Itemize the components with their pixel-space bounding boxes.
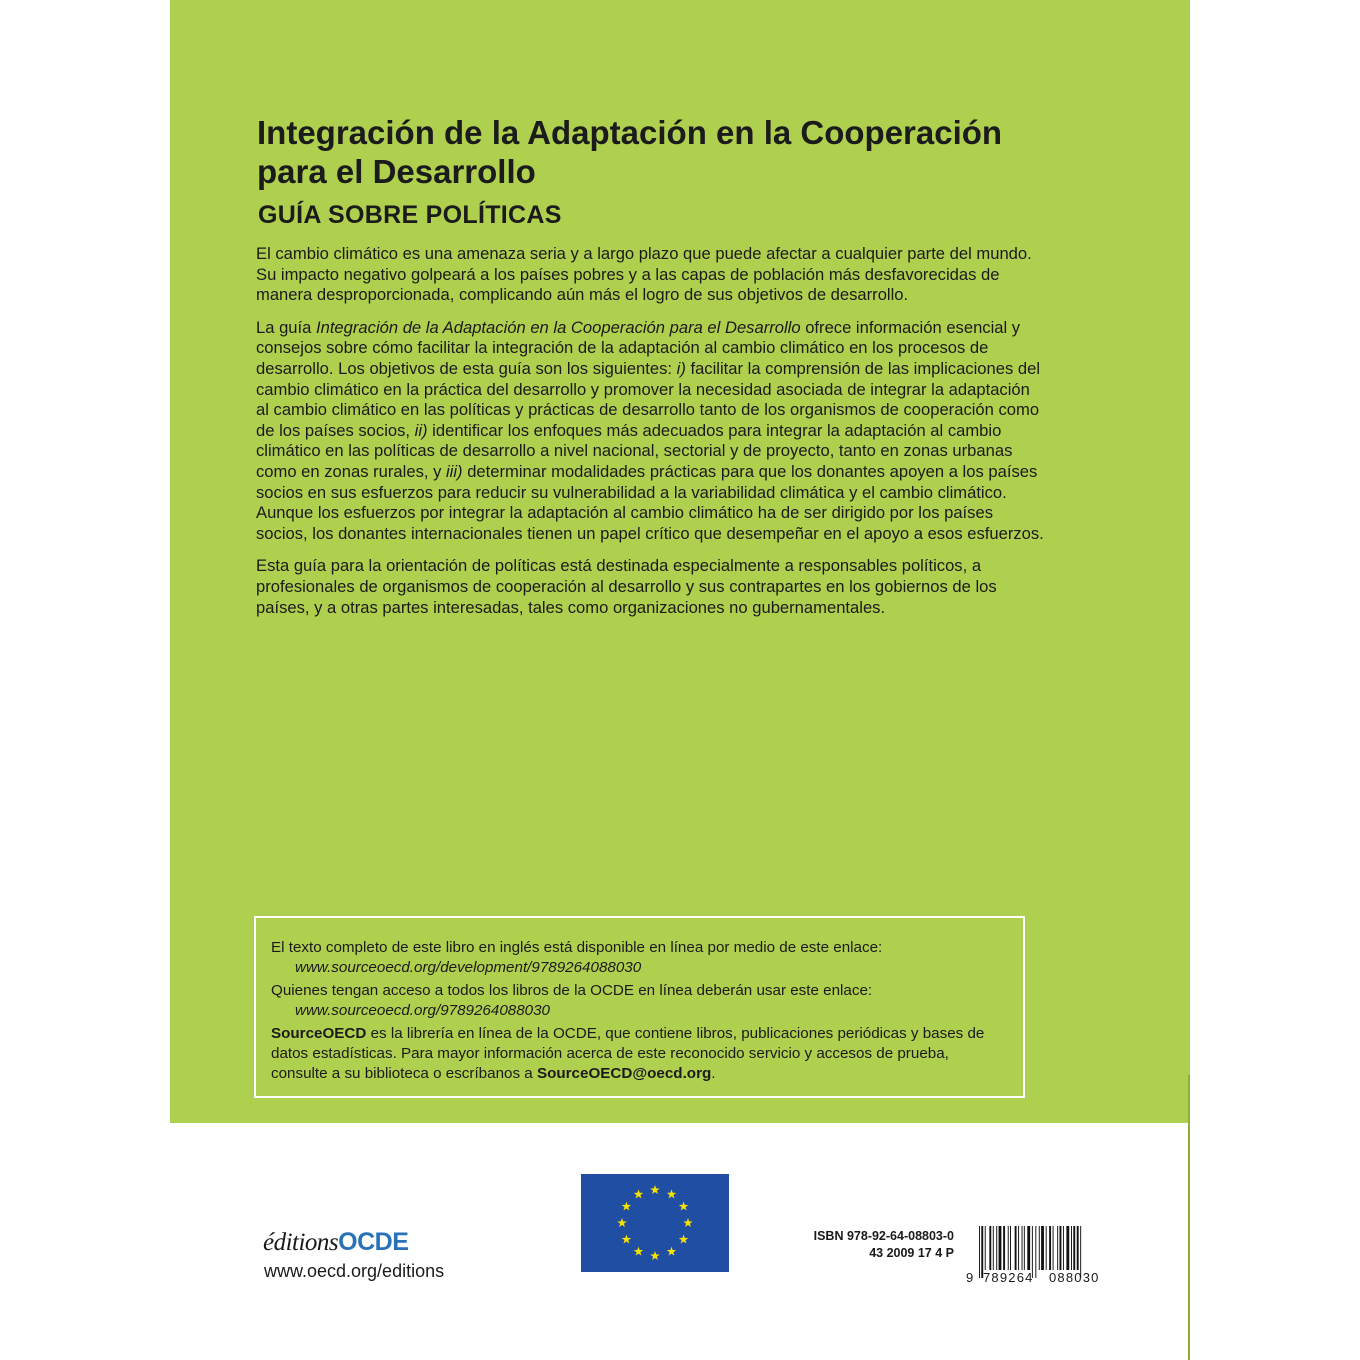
barcode-bar [1053,1226,1054,1270]
barcode-bar [1035,1226,1036,1278]
barcode-bar [1063,1226,1064,1270]
barcode-bar [1015,1226,1017,1270]
sourceoecd-book-link[interactable]: www.sourceoecd.org/9789264088030 [295,1002,550,1019]
p2-text-1: La guía [256,317,316,337]
barcode-bar [996,1226,997,1270]
barcode-bar [989,1226,991,1270]
isbn-number: ISBN 978-92-64-08803-0 [813,1229,954,1243]
barcode-bar [1049,1226,1051,1270]
barcode-bar [1008,1226,1009,1270]
barcode-icon [965,1226,1117,1284]
p2-marker-1: i) [676,358,686,378]
info-line-3: es la librería en línea de la OCDE, que contiene libros, publicaciones periódicas y bases de datos estadísticas. Para mayor información acerca de este reconocido servicio y accesos de prueba, consulte a su biblioteca o escríbanos a [271,1025,985,1082]
info-line-3-end: . [711,1065,716,1082]
logo-editions-text: éditions [263,1229,339,1256]
barcode-bar [1041,1226,1044,1270]
p2-text-2: ofrece información esencial y consejos sobre cómo facilitar la integración de la adaptación al cambio climático en los procesos de desarrollo. Los objetivos de esta guía son los siguientes: [256,317,1021,378]
sourceoecd-info-box [254,916,1025,1098]
barcode-bar [1022,1226,1023,1270]
paragraph-3: Esta guía para la orientación de políticas está destinada especialmente a responsables políticos, a profesionales de organismos de cooperación al desarrollo y sus contrapartes en los gobiernos de los países, y a otras partes interesadas, tales como organizaciones no gubernamentales. [256,556,997,617]
book-subtitle: GUÍA SOBRE POLÍTICAS [258,201,562,229]
barcode-bar [1060,1226,1062,1270]
print-code: 43 2009 17 4 P [869,1246,954,1260]
barcode-bar [1039,1226,1040,1270]
barcode-digits-left: 789264 [983,1270,1034,1284]
barcode-bar [1010,1226,1011,1270]
p2-marker-2: ii) [414,420,428,440]
barcode-bar [1018,1226,1019,1270]
p2-marker-3: iii) [446,461,463,481]
info-item-1 [271,938,1009,978]
barcode-bar [999,1226,1002,1270]
barcode-bar [1071,1226,1072,1270]
p2-text-5: determinar modalidades prácticas para que los donantes apoyen a los países socios en sus esfuerzos para reducir su vulnerabilidad a la variabilidad climática y el cambio climático. Aunque los esfuerzos por integrar la adaptación al cambio climático ha de ser dirigido por los países socios, los donantes internacionales tienen un papel crítico que desempeñar en el apoyo a esos esfuerzos. [256,461,1044,543]
barcode-bar [1046,1226,1047,1270]
p2-text-3: facilitar la comprensión de las implicaciones del cambio climático en la práctica del desarrollo y promover la necesidad asociada de integrar la adaptación al cambio climático en las políticas y prácticas de desarrollo tanto de los organismos de cooperación como de los países socios, [256,358,1041,440]
logo-ocde-text: OCDE [338,1228,409,1256]
p2-text-4: identificar los enfoques más adecuados para integrar la adaptación al cambio climático en las políticas de desarrollo a nivel nacional, sectorial y de proyecto, tanto en zonas urbanas como en zonas rurales, y [256,420,1013,481]
barcode-bar [993,1226,994,1270]
barcode-bar [1073,1226,1075,1270]
cover-edge-line [1188,1075,1190,1360]
barcode-bar [979,1226,980,1278]
barcode-digits-right: 088030 [1049,1270,1100,1284]
barcode-bar [1027,1226,1030,1270]
info-line-1: El texto completo de este libro en inglés está disponible en línea por medio de este enlace: [271,939,883,956]
barcode-bar [1066,1226,1069,1270]
info-item-3 [271,1024,1009,1084]
p2-book-title: Integración de la Adaptación en la Cooperación para el Desarrollo [315,317,801,337]
barcode-bar [1077,1226,1079,1270]
book-title: Integración de la Adaptación en la Cooperación para el Desarrollo [257,114,1003,190]
sourceoecd-email[interactable]: SourceOECD@oecd.org [536,1065,712,1082]
info-item-2 [271,981,1009,1021]
barcode-bar [985,1226,986,1270]
barcode-first-digit: 9 [966,1270,974,1284]
isbn-block [740,1228,954,1262]
barcode-bar [1057,1226,1058,1270]
editions-ocde-logo [263,1228,408,1257]
eu-flag-icon [581,1174,729,1272]
barcode-bar [1024,1226,1025,1270]
publisher-website[interactable]: www.oecd.org/editions [264,1261,445,1281]
paragraph-2 [256,318,1046,545]
sourceoecd-name: SourceOECD [271,1025,367,1042]
paragraph-1: El cambio climático es una amenaza seria y a largo plazo que puede afectar a cualquier parte del mundo. Su impacto negativo golpeará a los países pobres y a las capas de población más desfavorecidas de manera desproporcionada, complicando aún más el logro de sus objetivos de desarrollo. [256,244,1032,305]
description [256,244,1046,630]
barcode-bar [1003,1226,1005,1270]
english-edition-link[interactable]: www.sourceoecd.org/development/9789264088030 [295,959,642,976]
info-line-2: Quienes tengan acceso a todos los libros de la OCDE en línea deberán usar este enlace: [271,982,873,999]
